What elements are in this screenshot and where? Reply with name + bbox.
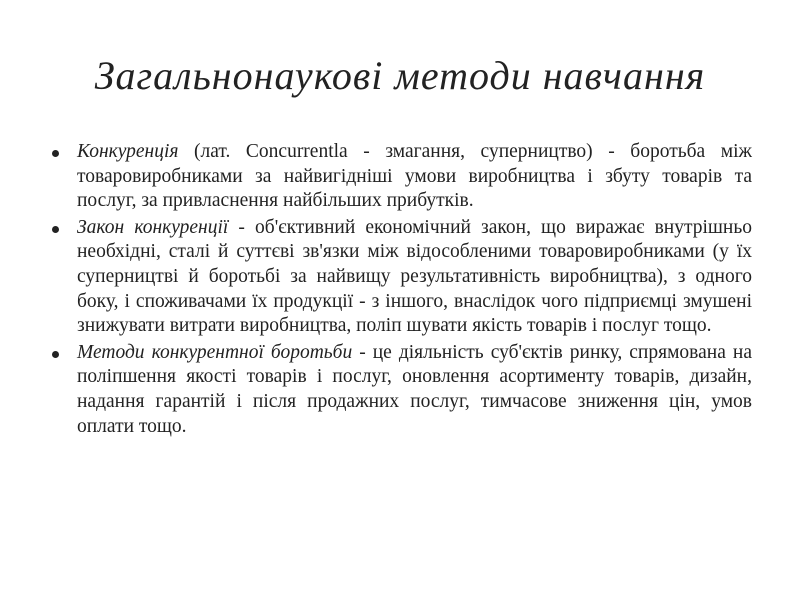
bullet-item-law-of-competition [52,216,752,339]
bullet-dot-icon [52,150,59,157]
bullet-dot-icon [52,226,59,233]
bullet-list [52,140,752,441]
bullet-text: - це діяльність суб'єктів ринку, спрямована на поліпшення якості товарів і послуг, оновлення асортименту товарів, дизайн, надання гарантій і після продажних послуг, тимчасове зниження цін, умов оплати тощо. [77,341,752,437]
bullet-term: Закон конкуренції [77,216,229,238]
bullet-text: (лат. Concurrentla - змагання, суперництво) - боротьба між товаровиробниками за найвигідніші умови виробництва і збуту товарів та послуг, за привласнення найбільших прибутків. [77,141,752,212]
bullet-dot-icon [52,351,59,358]
bullet-term: Конкуренція [77,141,179,162]
bullet-item-competition [52,140,752,214]
bullet-item-competition-methods [52,341,752,439]
slide-title: Загальнонаукові методи навчання [94,53,706,98]
bullet-term: Методи конкурентної боротьби [77,341,353,363]
bullet-text: - об'єктивний економічний закон, що виражає внутрішньо необхідні, сталі й суттєві зв'язки між відособленими товаровиробниками (у їх суперництві й боротьбі за найвищу результативність виробництва), з одного боку, і споживачами їх продукції - з іншого, внаслідок чого підприємці змушені знижувати витрати виробництва, поліп шувати якість товарів і послуг тощо. [77,216,753,337]
